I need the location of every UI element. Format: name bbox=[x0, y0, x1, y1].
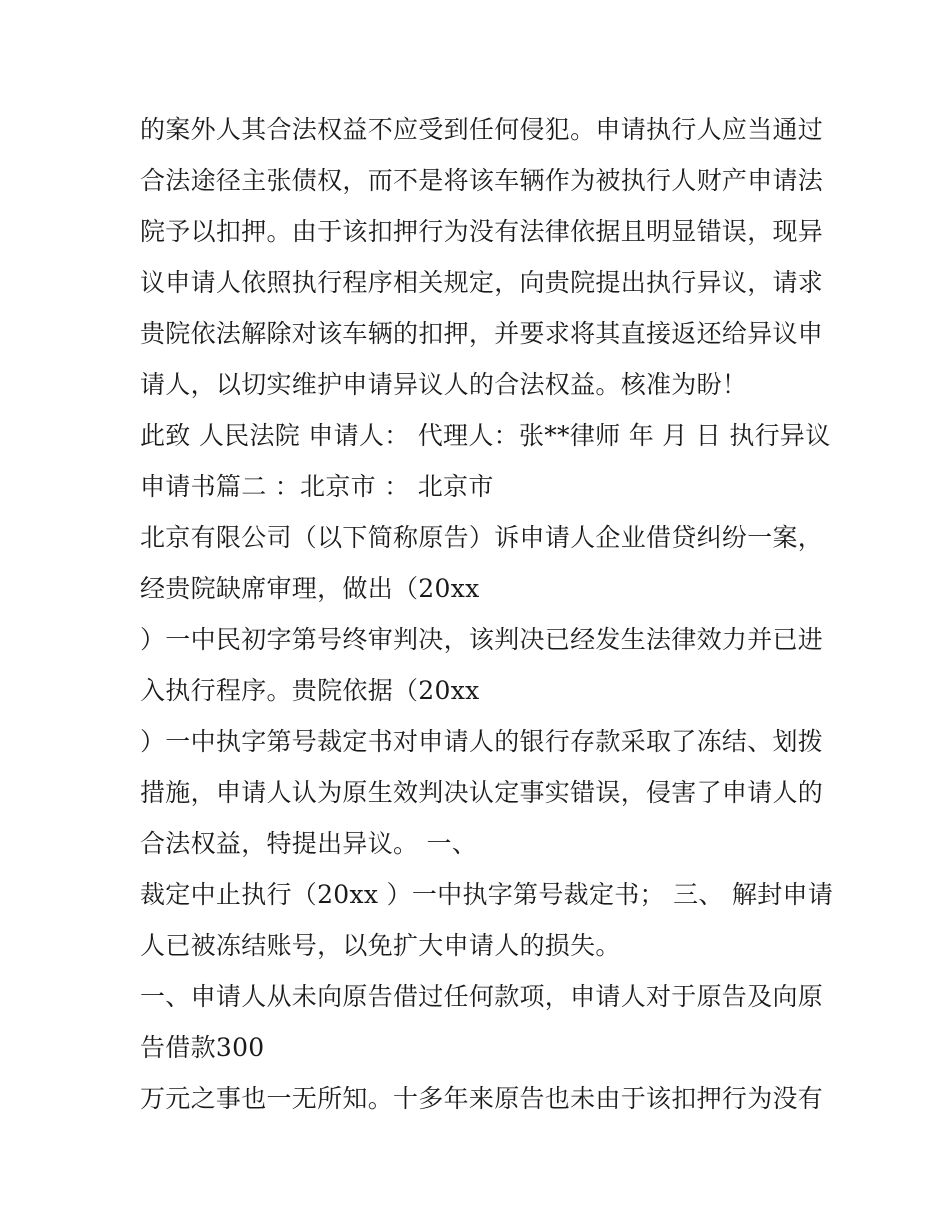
text-line: 一、申请人从未向原告借过任何款项，申请人对于原告及向原 bbox=[140, 982, 824, 1011]
text-line: 此致 人民法院 申请人： 代理人：张**律师 年 月 日 执行异议 bbox=[140, 421, 831, 450]
text-line: 议申请人依照执行程序相关规定，向贵院提出执行异议，请求 bbox=[140, 268, 824, 297]
text-line: 请人，以切实维护申请异议人的合法权益。核准为盼！ bbox=[140, 370, 748, 399]
text-line: 贵院依法解除对该车辆的扣押，并要求将其直接返还给异议申 bbox=[140, 319, 824, 348]
text-line: 措施，申请人认为原生效判决认定事实错误，侵害了申请人的 bbox=[140, 778, 824, 807]
text-line: 万元之事也一无所知。十多年来原告也未由于该扣押行为没有 bbox=[140, 1084, 824, 1113]
text-line: 合法权益，特提出异议。 一、 bbox=[140, 829, 478, 858]
text-line: 裁定中止执行（20xx ）一中执字第号裁定书； 三、 解封申请 bbox=[140, 880, 834, 909]
text-line: 合法途径主张债权，而不是将该车辆作为被执行人财产申请法 bbox=[140, 166, 824, 195]
text-line: ）一中执字第号裁定书对申请人的银行存款采取了冻结、划拨 bbox=[140, 727, 824, 756]
text-line: 经贵院缺席审理，做出（20xx bbox=[140, 574, 480, 603]
text-line: 告借款300 bbox=[140, 1033, 265, 1062]
text-line: 院予以扣押。由于该扣押行为没有法律依据且明显错误，现异 bbox=[140, 217, 824, 246]
text-line: 申请书篇二 ：北京市 ： 北京市 bbox=[140, 472, 494, 501]
document-body bbox=[140, 104, 834, 1124]
text-line: 人已被冻结账号，以免扩大申请人的损失。 bbox=[140, 931, 621, 960]
text-line: 入执行程序。贵院依据（20xx bbox=[140, 676, 480, 705]
text-line: 的案外人其合法权益不应受到任何侵犯。申请执行人应当通过 bbox=[140, 115, 824, 144]
text-line: ）一中民初字第号终审判决，该判决已经发生法律效力并已进 bbox=[140, 625, 824, 654]
text-line: 北京有限公司（以下简称原告）诉申请人企业借贷纠纷一案， bbox=[140, 523, 824, 552]
